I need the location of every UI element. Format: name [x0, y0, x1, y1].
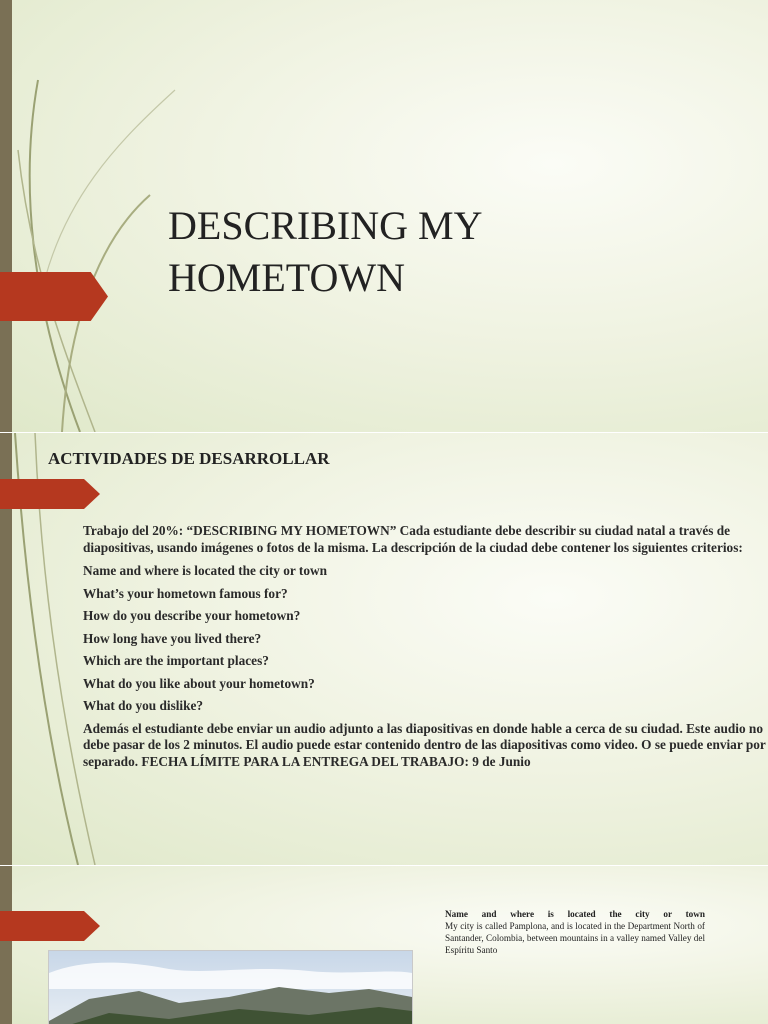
- slide-1: [0, 0, 768, 432]
- list-item: What do you dislike?: [83, 698, 204, 713]
- activity-list: [83, 523, 767, 776]
- left-accent-bar: [0, 866, 12, 1024]
- list-item: Which are the important places?: [83, 653, 269, 668]
- list-item: How long have you lived there?: [83, 630, 262, 646]
- slide-2: [0, 433, 768, 865]
- hometown-photo: [48, 950, 413, 1024]
- mountain-landscape-image: [49, 951, 412, 1024]
- closing-paragraph: Además el estudiante debe enviar un audio adjunto a las diapositivas en donde hable a cerca de su ciudad. Este audio no debe pasar de los 2 minutos. El audio puede estar contenido dentro de las diapositivas como video. O se puede enviar por separado. FECHA LÍMITE PARA LA ENTREGA DEL TRABAJO: 9 de Junio: [83, 720, 766, 769]
- section-heading: ACTIVIDADES DE DESARROLLAR: [48, 449, 330, 468]
- intro-paragraph: Trabajo del 20%: “DESCRIBING MY HOMETOWN” Cada estudiante debe describir su ciudad natal a través de diapositivas, usando imágenes o fotos de la misma. La descripción de la ciudad debe contener los siguientes criterios:: [83, 523, 743, 555]
- city-description: [445, 908, 705, 956]
- list-item: How do you describe your hometown?: [83, 608, 301, 623]
- red-arrow-marker: [0, 479, 100, 509]
- list-item: Name and where is located the city or town: [83, 563, 327, 578]
- list-item: What do you like about your hometown?: [83, 675, 315, 691]
- description-heading: Name and where is located the city or town: [445, 909, 705, 919]
- slide-3: [0, 866, 768, 1024]
- list-item: What’s your hometown famous for?: [83, 585, 288, 601]
- description-text: My city is called Pamplona, and is located in the Department North of Santander, Colombia, between mountains in a valley named Valley del Espíritu Santo: [445, 921, 705, 955]
- red-arrow-marker: [0, 272, 108, 321]
- slide-title: DESCRIBING MY HOMETOWN: [168, 203, 483, 300]
- red-arrow-marker: [0, 911, 100, 941]
